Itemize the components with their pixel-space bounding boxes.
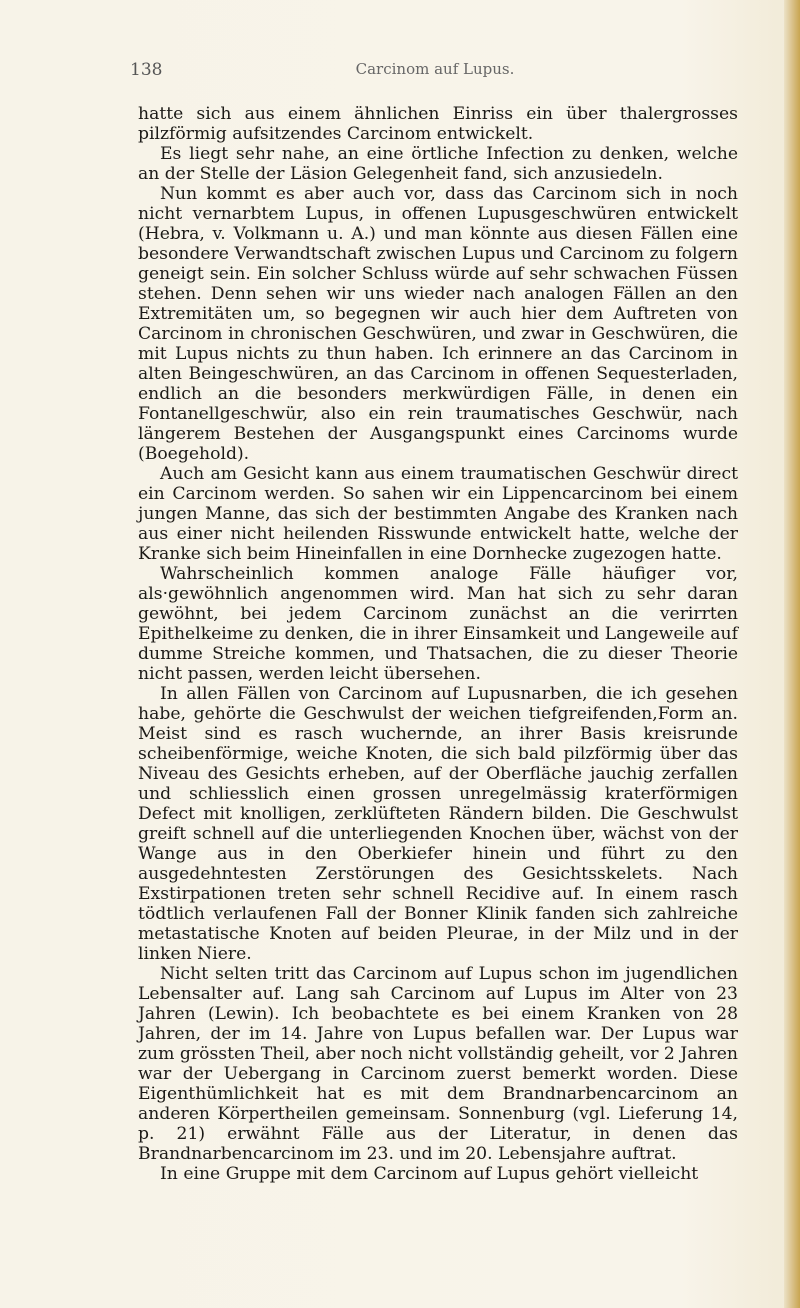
paragraph: Es liegt sehr nahe, an eine örtliche Infection zu denken, welche an der Stelle der Läsion Gelegenheit fand, sich anzusiedeln. [138, 144, 738, 184]
paragraph: Nicht selten tritt das Carcinom auf Lupus schon im jugendlichen Lebensalter auf. Lang sah Carcinom auf Lupus im Alter von 23 Jahren (Lewin). Ich beobachtete es bei einem Kranken von 28 Jahren, der im 14. Jahre von Lupus befallen war. Der Lupus war zum grössten Theil, aber noch nicht vollständig geheilt, vor 2 Jahren war der Uebergang in Carcinom zuerst bemerkt worden. Diese Eigenthümlichkeit hat es mit dem Brandnarbencarcinom an anderen Körpertheilen gemeinsam. Sonnenburg (vgl. Lieferung 14, p. 21) erwähnt Fälle aus der Literatur, in denen das Brandnarbencarcinom im 23. und im 20. Lebensjahre auftrat. [138, 964, 738, 1164]
paragraph: In allen Fällen von Carcinom auf Lupusnarben, die ich gesehen habe, gehörte die Geschwulst der weichen tiefgreifenden,Form an. Meist sind es rasch wuchernde, an ihrer Basis kreisrunde scheibenförmige, weiche Knoten, die sich bald pilzförmig über das Niveau des Gesichts erheben, auf der Oberfläche jauchig zerfallen und schliesslich einen grossen unregelmässig kraterförmigen Defect mit knolligen, zerklüfteten Rändern bilden. Die Geschwulst greift schnell auf die unterliegenden Knochen über, wächst von der Wange aus in den Oberkiefer hinein und führt zu den ausgedehntesten Zerstörungen des Gesichtsskelets. Nach Exstirpationen treten sehr schnell Recidive auf. In einem rasch tödtlich verlaufenen Fall der Bonner Klinik fanden sich zahlreiche metastatische Knoten auf beiden Pleurae, in der Milz und in der linken Niere. [138, 684, 738, 964]
page-header [130, 60, 740, 84]
running-title: Carcinom auf Lupus. [355, 60, 515, 78]
paragraph: Auch am Gesicht kann aus einem traumatischen Geschwür direct ein Carcinom werden. So sahen wir ein Lippencarcinom bei einem jungen Manne, das sich der bestimmten Angabe des Kranken nach aus einer nicht heilenden Risswunde entwickelt hatte, welche der Kranke sich beim Hineinfallen in eine Dornhecke zugezogen hatte. [138, 464, 738, 564]
body-text [138, 104, 738, 1184]
paragraph: In eine Gruppe mit dem Carcinom auf Lupus gehört vielleicht [160, 1164, 699, 1184]
page-number: 138 [130, 60, 163, 80]
paragraph: hatte sich aus einem ähnlichen Einriss ein über thalergrosses pilzförmig aufsitzendes Carcinom entwickelt. [138, 104, 738, 144]
paragraph: Nun kommt es aber auch vor, dass das Carcinom sich in noch nicht vernarbtem Lupus, in offenen Lupusgeschwüren entwickelt (Hebra, v. Volkmann u. A.) und man könnte aus diesen Fällen eine besondere Verwandtschaft zwischen Lupus und Carcinom zu folgern geneigt sein. Ein solcher Schluss würde auf sehr schwachen Füssen stehen. Denn sehen wir uns wieder nach analogen Fällen an den Extremitäten um, so begegnen wir auch hier dem Auftreten von Carcinom in chronischen Geschwüren, und zwar in Geschwüren, die mit Lupus nichts zu thun haben. Ich erinnere an das Carcinom in alten Beingeschwüren, an das Carcinom in offenen Sequesterladen, endlich an die besonders merkwürdigen Fälle, in denen ein Fontanellgeschwür, also ein rein traumatisches Geschwür, nach längerem Bestehen der Ausgangspunkt eines Carcinoms wurde (Boegehold). [138, 184, 738, 464]
page-edge [784, 0, 800, 1308]
paragraph: Wahrscheinlich kommen analoge Fälle häufiger vor, als·gewöhnlich angenommen wird. Man hat sich zu sehr daran gewöhnt, bei jedem Carcinom zunächst an die verirrten Epithelkeime zu denken, die in ihrer Einsamkeit und Langeweile auf dumme Streiche kommen, und Thatsachen, die zu dieser Theorie nicht passen, werden leicht übersehen. [138, 564, 738, 684]
